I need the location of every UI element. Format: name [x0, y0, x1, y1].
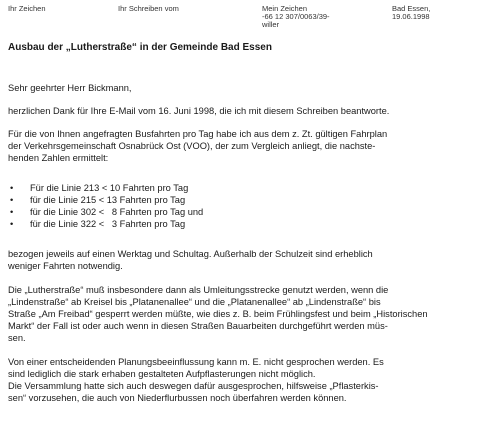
- list-item-text: für die Linie 215 < 13 Fahrten pro Tag: [30, 195, 186, 205]
- intro-paragraph: herzlichen Dank für Ihre E-Mail vom 16. Juni 1998, die ich mit diesem Schreiben beantworte.: [8, 106, 390, 116]
- paragraph-line: sen.: [8, 333, 26, 343]
- paragraph-line: henden Zahlen ermittelt:: [8, 153, 109, 163]
- paragraph-line: Von einer entscheidenden Planungsbeeinflussung kann m. E. nicht gesprochen werden. Es: [8, 357, 384, 367]
- letter-date: 19.06.1998: [392, 12, 430, 21]
- paragraph-line: Die „Lutherstraße“ muß insbesondere dann als Umleitungsstrecke genutzt werden, wenn die: [8, 285, 389, 295]
- umleitung-paragraph: [8, 284, 470, 344]
- paragraph-line: sen“ vorzusehen, die auch von Niederflurbussen noch überfahren werden können.: [8, 393, 347, 403]
- paragraph-line: Straße „Am Freibad“ gesperrt werden müßte, wie dies z. B. beim Frühlingsfest und beim „Historischen: [8, 309, 428, 319]
- bullet-icon: •: [10, 219, 14, 229]
- paragraph-line: Markt“ der Fall ist oder auch wenn in diesen Straßen Bauarbeiten durchgeführt werden müs-: [8, 321, 388, 331]
- paragraph-line: der Verkehrsgemeinschaft Osnabrück Ost (VOO), der zum Vergleich anliegt, die nachste-: [8, 141, 376, 151]
- ihr-schreiben-label: Ihr Schreiben vom: [118, 4, 179, 13]
- paragraph-line: sind lediglich die stark erhaben gestalteten Aufpflasterungen nicht möglich.: [8, 369, 316, 379]
- bullet-icon: •: [10, 183, 14, 193]
- list-item-text: für die Linie 322 < 3 Fahrten pro Tag: [30, 219, 186, 229]
- paragraph-line: „Lindenstraße“ ab Kreisel bis „Platanenallee“ und die „Platanenallee“ ab „Lindenstraße“ bis: [8, 297, 381, 307]
- mein-zeichen-extra: willer: [262, 20, 280, 29]
- list-item: [8, 182, 308, 194]
- bullet-icon: •: [10, 207, 14, 217]
- planung-paragraph: [8, 356, 470, 404]
- list-item: [8, 194, 308, 206]
- mein-zeichen-label: Mein Zeichen: [262, 4, 308, 13]
- place-label: Bad Essen,: [392, 4, 431, 13]
- schulzeit-paragraph: [8, 248, 470, 272]
- list-item: [8, 206, 308, 218]
- list-item-text: für die Linie 302 < 8 Fahrten pro Tag und: [30, 207, 204, 217]
- list-item-text: Für die Linie 213 < 10 Fahrten pro Tag: [30, 183, 189, 193]
- list-item: [8, 218, 308, 230]
- bus-lines-list: [8, 182, 308, 230]
- mein-zeichen-value: -66 12 307/0063/39-: [262, 12, 330, 21]
- salutation: Sehr geehrter Herr Bickmann,: [8, 83, 132, 93]
- fahrplan-paragraph: [8, 128, 470, 164]
- ihr-zeichen-label: Ihr Zeichen: [8, 4, 46, 13]
- letter-subject: Ausbau der „Lutherstraße“ in der Gemeinde Bad Essen: [8, 42, 272, 53]
- paragraph-line: bezogen jeweils auf einen Werktag und Schultag. Außerhalb der Schulzeit sind erheblich: [8, 249, 373, 259]
- bullet-icon: •: [10, 195, 14, 205]
- paragraph-line: Die Versammlung hatte sich auch deswegen dafür ausgesprochen, hilfsweise „Pflasterkis-: [8, 381, 379, 391]
- paragraph-line: weniger Fahrten notwendig.: [8, 261, 123, 271]
- paragraph-line: Für die von Ihnen angefragten Busfahrten pro Tag habe ich aus dem z. Zt. gültigen Fahrplan: [8, 129, 388, 139]
